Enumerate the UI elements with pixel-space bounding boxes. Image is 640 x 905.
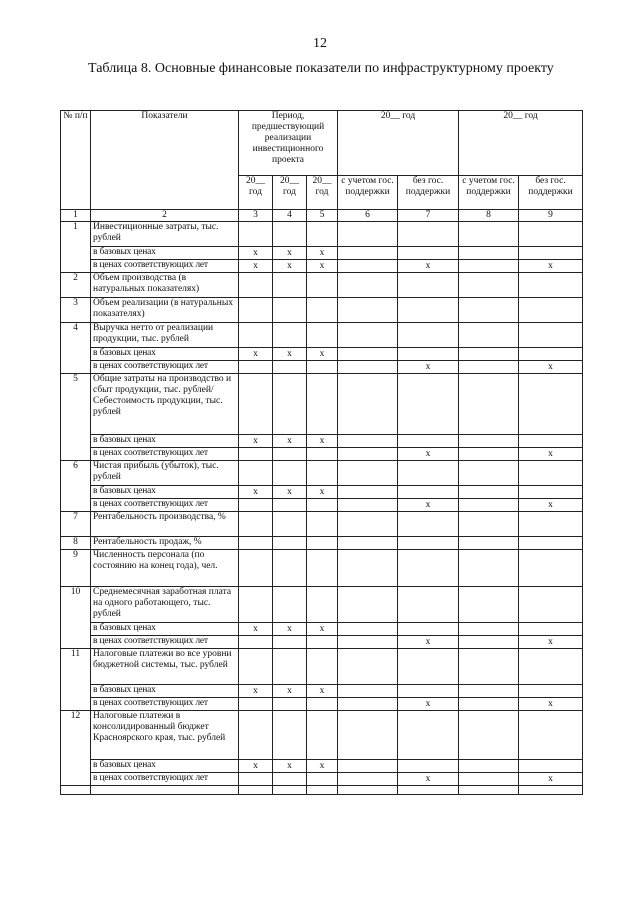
empty-cell [338,361,398,374]
empty-cell [61,786,91,795]
mark-x: x [239,486,273,499]
empty-cell [307,374,338,435]
empty-cell [459,486,519,499]
empty-cell [338,461,398,486]
current-prices-label: в ценах соответствующих лет [91,260,239,273]
empty-cell [239,273,273,298]
mark-x: x [273,486,307,499]
empty-cell [307,222,338,247]
mark-x: x [273,260,307,273]
indicator-row [61,298,583,323]
trailing-empty-row [61,786,583,795]
empty-cell [239,298,273,323]
base-prices-label: в базовых ценах [91,486,239,499]
empty-cell [519,461,583,486]
indicator-label: Численность персонала (по состоянию на конец года), чел. [91,550,239,587]
empty-cell [307,537,338,550]
empty-cell [307,711,338,760]
empty-cell [338,499,398,512]
base-prices-label: в базовых ценах [91,435,239,448]
empty-cell [239,636,273,649]
empty-cell [338,222,398,247]
empty-cell [519,435,583,448]
empty-cell [338,435,398,448]
empty-cell [459,711,519,760]
empty-cell [338,698,398,711]
empty-cell [398,512,459,537]
current-prices-label: в ценах соответствующих лет [91,636,239,649]
empty-cell [239,550,273,587]
mark-x: x [519,499,583,512]
empty-cell [239,711,273,760]
empty-cell [398,435,459,448]
current-prices-row [61,773,583,786]
empty-cell [519,587,583,623]
empty-cell [273,649,307,685]
base-prices-row [61,435,583,448]
empty-cell [239,587,273,623]
empty-cell [239,537,273,550]
empty-cell [459,273,519,298]
empty-cell [239,698,273,711]
mark-x: x [239,260,273,273]
empty-cell [459,435,519,448]
current-prices-row [61,698,583,711]
empty-cell [398,550,459,587]
mark-x: x [398,260,459,273]
empty-cell [338,448,398,461]
empty-cell [459,374,519,435]
empty-cell [273,537,307,550]
empty-cell [239,499,273,512]
indicator-number: 5 [61,374,91,461]
indicator-row [61,273,583,298]
empty-cell [459,323,519,348]
current-prices-row [61,361,583,374]
empty-cell [307,499,338,512]
mark-x: x [273,685,307,698]
empty-cell [307,636,338,649]
mark-x: x [519,260,583,273]
empty-cell [459,786,519,795]
base-prices-label: в базовых ценах [91,685,239,698]
indicator-number: 4 [61,323,91,374]
indicator-row [61,550,583,587]
indicator-row [61,512,583,537]
indicator-number: 11 [61,649,91,711]
column-number-row [61,210,583,222]
empty-cell [338,298,398,323]
empty-cell [239,773,273,786]
empty-cell [398,587,459,623]
empty-cell [398,649,459,685]
indicator-row [61,587,583,623]
empty-cell [273,273,307,298]
empty-cell [338,623,398,636]
indicator-label: Объем реализации (в натуральных показателях) [91,298,239,323]
indicator-label: Рентабельность производства, % [91,512,239,537]
empty-cell [239,649,273,685]
mark-x: x [307,348,338,361]
empty-cell [459,348,519,361]
mark-x: x [519,448,583,461]
empty-cell [338,374,398,435]
indicator-label: Общие затраты на производство и сбыт продукции, тыс. рублей/Себестоимость продукции, тыс. рублей [91,374,239,435]
empty-cell [273,499,307,512]
empty-cell [459,623,519,636]
empty-cell [338,512,398,537]
indicator-label: Выручка нетто от реализации продукции, тыс. рублей [91,323,239,348]
header-period-year-2: 20__ год [273,176,307,210]
current-prices-label: в ценах соответствующих лет [91,448,239,461]
base-prices-row [61,348,583,361]
empty-cell [519,537,583,550]
empty-cell [519,550,583,587]
column-number: 4 [273,210,307,222]
empty-cell [398,298,459,323]
empty-cell [273,361,307,374]
empty-cell [459,636,519,649]
empty-cell [273,711,307,760]
column-number: 5 [307,210,338,222]
empty-cell [398,786,459,795]
financial-indicators-table [60,110,583,795]
empty-cell [338,273,398,298]
empty-cell [398,247,459,260]
header-row-top [61,111,583,176]
empty-cell [338,348,398,361]
empty-cell [519,760,583,773]
indicator-number: 10 [61,587,91,649]
empty-cell [519,786,583,795]
empty-cell [273,587,307,623]
empty-cell [519,298,583,323]
mark-x: x [307,486,338,499]
indicator-row [61,649,583,685]
empty-cell [398,486,459,499]
indicator-number: 2 [61,273,91,298]
empty-cell [273,448,307,461]
mark-x: x [273,623,307,636]
empty-cell [459,222,519,247]
current-prices-label: в ценах соответствующих лет [91,773,239,786]
empty-cell [338,247,398,260]
indicator-number: 1 [61,222,91,273]
indicator-row [61,711,583,760]
empty-cell [338,711,398,760]
empty-cell [519,512,583,537]
header-period: Период, предшествующий реализации инвестиционного проекта [239,111,338,176]
empty-cell [307,698,338,711]
empty-cell [91,786,239,795]
indicator-label: Чистая прибыль (убыток), тыс. рублей [91,461,239,486]
empty-cell [398,222,459,247]
indicator-number: 7 [61,512,91,537]
mark-x: x [239,623,273,636]
empty-cell [307,773,338,786]
mark-x: x [307,760,338,773]
empty-cell [273,298,307,323]
empty-cell [273,550,307,587]
header-with-support: с учетом гос. поддержки [338,176,398,210]
empty-cell [338,486,398,499]
mark-x: x [398,698,459,711]
indicator-row [61,537,583,550]
empty-cell [307,298,338,323]
empty-cell [398,273,459,298]
empty-cell [459,760,519,773]
header-year-b: 20__ год [459,111,583,176]
mark-x: x [239,435,273,448]
empty-cell [519,247,583,260]
current-prices-label: в ценах соответствующих лет [91,499,239,512]
empty-cell [338,786,398,795]
current-prices-row [61,636,583,649]
empty-cell [519,348,583,361]
empty-cell [307,461,338,486]
empty-cell [338,550,398,587]
empty-cell [338,760,398,773]
column-number: 7 [398,210,459,222]
empty-cell [398,461,459,486]
empty-cell [519,374,583,435]
mark-x: x [398,448,459,461]
empty-cell [519,273,583,298]
current-prices-label: в ценах соответствующих лет [91,361,239,374]
mark-x: x [307,260,338,273]
empty-cell [307,550,338,587]
empty-cell [273,636,307,649]
current-prices-row [61,499,583,512]
empty-cell [519,323,583,348]
empty-cell [519,685,583,698]
mark-x: x [519,773,583,786]
empty-cell [239,448,273,461]
empty-cell [398,537,459,550]
indicator-number: 9 [61,550,91,587]
column-number: 6 [338,210,398,222]
empty-cell [459,298,519,323]
empty-cell [239,361,273,374]
mark-x: x [307,247,338,260]
indicator-row [61,374,583,435]
empty-cell [398,685,459,698]
empty-cell [273,786,307,795]
empty-cell [459,260,519,273]
empty-cell [307,649,338,685]
empty-cell [273,222,307,247]
base-prices-row [61,247,583,260]
empty-cell [239,222,273,247]
header-without-support-2: без гос. поддержки [519,176,583,210]
empty-cell [273,512,307,537]
empty-cell [398,760,459,773]
column-number: 8 [459,210,519,222]
empty-cell [398,348,459,361]
empty-cell [459,685,519,698]
empty-cell [398,623,459,636]
empty-cell [459,587,519,623]
base-prices-label: в базовых ценах [91,247,239,260]
header-period-year-1: 20__ год [239,176,273,210]
indicator-label: Рентабельность продаж, % [91,537,239,550]
mark-x: x [398,773,459,786]
mark-x: x [273,247,307,260]
indicator-label: Среднемесячная заработная плата на одного работающего, тыс. рублей [91,587,239,623]
mark-x: x [398,636,459,649]
table-caption: Таблица 8. Основные финансовые показатели по инфраструктурному проекту [88,61,554,76]
empty-cell [459,461,519,486]
empty-cell [459,649,519,685]
empty-cell [519,486,583,499]
empty-cell [519,711,583,760]
mark-x: x [307,685,338,698]
column-number: 1 [61,210,91,222]
indicator-row [61,323,583,348]
empty-cell [307,512,338,537]
empty-cell [338,649,398,685]
empty-cell [459,512,519,537]
base-prices-row [61,486,583,499]
empty-cell [519,222,583,247]
empty-cell [273,374,307,435]
header-year-a: 20__ год [338,111,459,176]
mark-x: x [239,685,273,698]
empty-cell [273,698,307,711]
mark-x: x [307,435,338,448]
empty-cell [398,374,459,435]
empty-cell [307,587,338,623]
empty-cell [459,550,519,587]
header-indicators: Показатели [91,111,239,210]
empty-cell [459,499,519,512]
mark-x: x [273,435,307,448]
empty-cell [398,323,459,348]
current-prices-label: в ценах соответствующих лет [91,698,239,711]
header-with-support-2: с учетом гос. поддержки [459,176,519,210]
mark-x: x [307,623,338,636]
empty-cell [307,273,338,298]
empty-cell [239,374,273,435]
empty-cell [273,461,307,486]
empty-cell [519,649,583,685]
empty-cell [239,512,273,537]
mark-x: x [273,760,307,773]
empty-cell [338,587,398,623]
empty-cell [239,461,273,486]
indicator-number: 8 [61,537,91,550]
header-period-year-3: 20__ год [307,176,338,210]
current-prices-row [61,448,583,461]
base-prices-row [61,623,583,636]
empty-cell [459,537,519,550]
base-prices-row [61,760,583,773]
indicator-number: 6 [61,461,91,512]
empty-cell [519,623,583,636]
empty-cell [459,247,519,260]
empty-cell [398,711,459,760]
header-num: № п/п [61,111,91,210]
indicator-label: Объем производства (в натуральных показателях) [91,273,239,298]
indicator-label: Налоговые платежи в консолидированный бюджет Красноярского края, тыс. рублей [91,711,239,760]
empty-cell [307,361,338,374]
base-prices-row [61,685,583,698]
empty-cell [239,786,273,795]
mark-x: x [273,348,307,361]
empty-cell [307,786,338,795]
empty-cell [338,323,398,348]
empty-cell [338,537,398,550]
column-number: 9 [519,210,583,222]
mark-x: x [239,760,273,773]
mark-x: x [398,499,459,512]
column-number: 2 [91,210,239,222]
empty-cell [273,323,307,348]
mark-x: x [519,698,583,711]
empty-cell [338,260,398,273]
base-prices-label: в базовых ценах [91,760,239,773]
empty-cell [273,773,307,786]
column-number: 3 [239,210,273,222]
empty-cell [338,685,398,698]
base-prices-label: в базовых ценах [91,623,239,636]
indicator-number: 3 [61,298,91,323]
base-prices-label: в базовых ценах [91,348,239,361]
mark-x: x [519,361,583,374]
indicator-number: 12 [61,711,91,786]
empty-cell [338,773,398,786]
empty-cell [338,636,398,649]
indicator-label: Налоговые платежи во все уровни бюджетной системы, тыс. рублей [91,649,239,685]
mark-x: x [239,247,273,260]
empty-cell [459,448,519,461]
current-prices-row [61,260,583,273]
empty-cell [459,361,519,374]
page-number: 12 [313,36,327,51]
empty-cell [459,773,519,786]
mark-x: x [519,636,583,649]
mark-x: x [398,361,459,374]
indicator-label: Инвестиционные затраты, тыс. рублей [91,222,239,247]
empty-cell [307,323,338,348]
mark-x: x [239,348,273,361]
indicator-row [61,461,583,486]
empty-cell [307,448,338,461]
empty-cell [239,323,273,348]
header-without-support: без гос. поддержки [398,176,459,210]
indicator-row [61,222,583,247]
empty-cell [459,698,519,711]
